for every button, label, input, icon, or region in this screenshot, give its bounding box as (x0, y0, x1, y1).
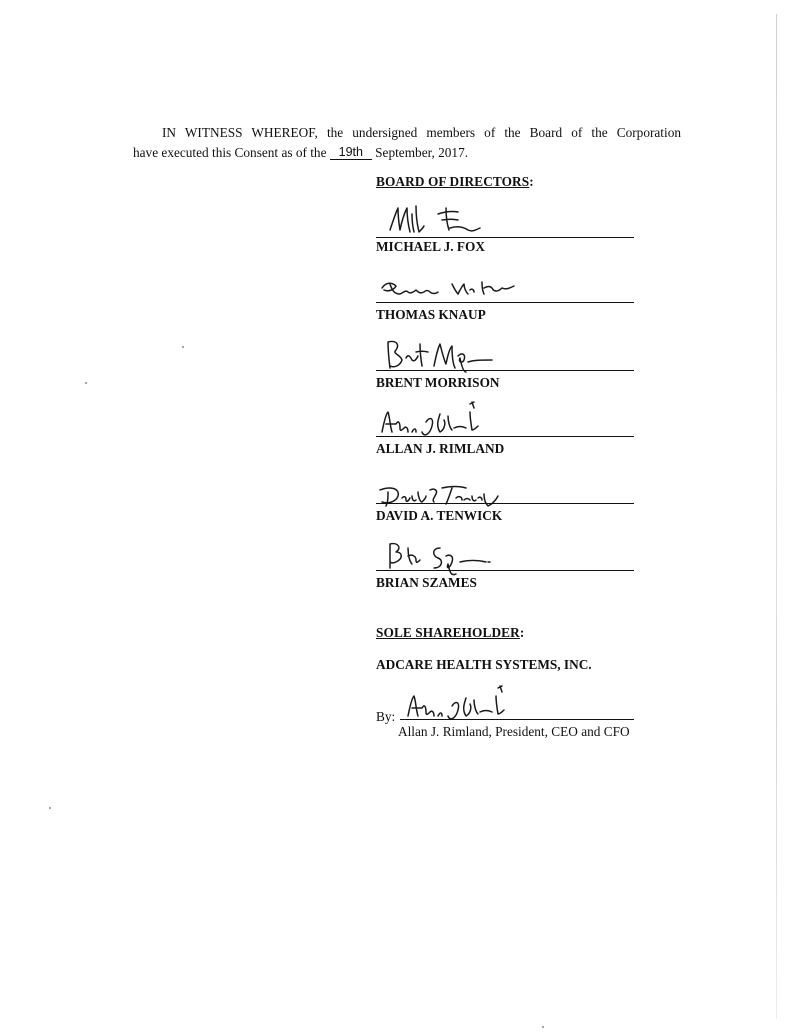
consent-line-2-end: September, 2017. (375, 145, 469, 160)
board-heading-text: BOARD OF DIRECTORS (376, 174, 530, 189)
board-heading (376, 174, 534, 190)
shareholder-heading-text: SOLE SHAREHOLDER (376, 625, 520, 640)
company-name: ADCARE HEALTH SYSTEMS, INC. (376, 657, 592, 672)
signature-david-tenwick (376, 482, 506, 510)
consent-date-day: 19th (330, 146, 372, 160)
scan-speck (85, 382, 87, 384)
shareholder-heading-colon: : (519, 625, 525, 640)
signature-line (376, 503, 634, 504)
signature-block-david-tenwick (376, 472, 634, 532)
signature-michael-fox (386, 202, 496, 238)
signature-line (376, 436, 634, 437)
member-name: BRENT MORRISON (376, 375, 500, 390)
consent-line-2-start: have executed this Consent as of the (133, 145, 327, 160)
signature-brent-morrison (382, 334, 502, 374)
scan-speck (542, 1026, 544, 1028)
signature-block-michael-fox (376, 196, 634, 260)
signature-line (376, 570, 634, 571)
shareholder-heading (376, 625, 524, 641)
signature-block-brent-morrison (376, 330, 634, 394)
signature-line (376, 302, 634, 303)
signature-allan-rimland (404, 686, 514, 722)
signature-line (400, 719, 634, 720)
consent-line-2 (133, 143, 681, 163)
member-name: THOMAS KNAUP (376, 307, 486, 322)
signature-block-thomas-knaup (376, 268, 634, 328)
signature-block-shareholder (400, 686, 634, 726)
signature-block-allan-rimland (376, 398, 634, 460)
member-name: DAVID A. TENWICK (376, 508, 503, 523)
signatory-caption: Allan J. Rimland, President, CEO and CFO (398, 724, 630, 739)
by-label: By: (376, 709, 396, 724)
signature-line (376, 237, 634, 238)
member-name: MICHAEL J. FOX (376, 239, 485, 254)
member-name: ALLAN J. RIMLAND (376, 441, 505, 456)
scan-speck (182, 346, 184, 348)
member-name: BRIAN SZAMES (376, 575, 477, 590)
consent-line-1: IN WITNESS WHEREOF, the undersigned members of the Board of the Corporation (162, 125, 681, 140)
signature-block-brian-szames (376, 536, 634, 598)
signature-line (376, 370, 634, 371)
signature-thomas-knaup (378, 276, 518, 302)
signature-allan-rimland (378, 400, 488, 438)
consent-paragraph (133, 123, 681, 163)
board-heading-colon: : (529, 174, 534, 189)
scan-speck (49, 807, 51, 809)
signature-brian-szames (382, 538, 502, 578)
scan-edge-line (776, 14, 777, 1019)
